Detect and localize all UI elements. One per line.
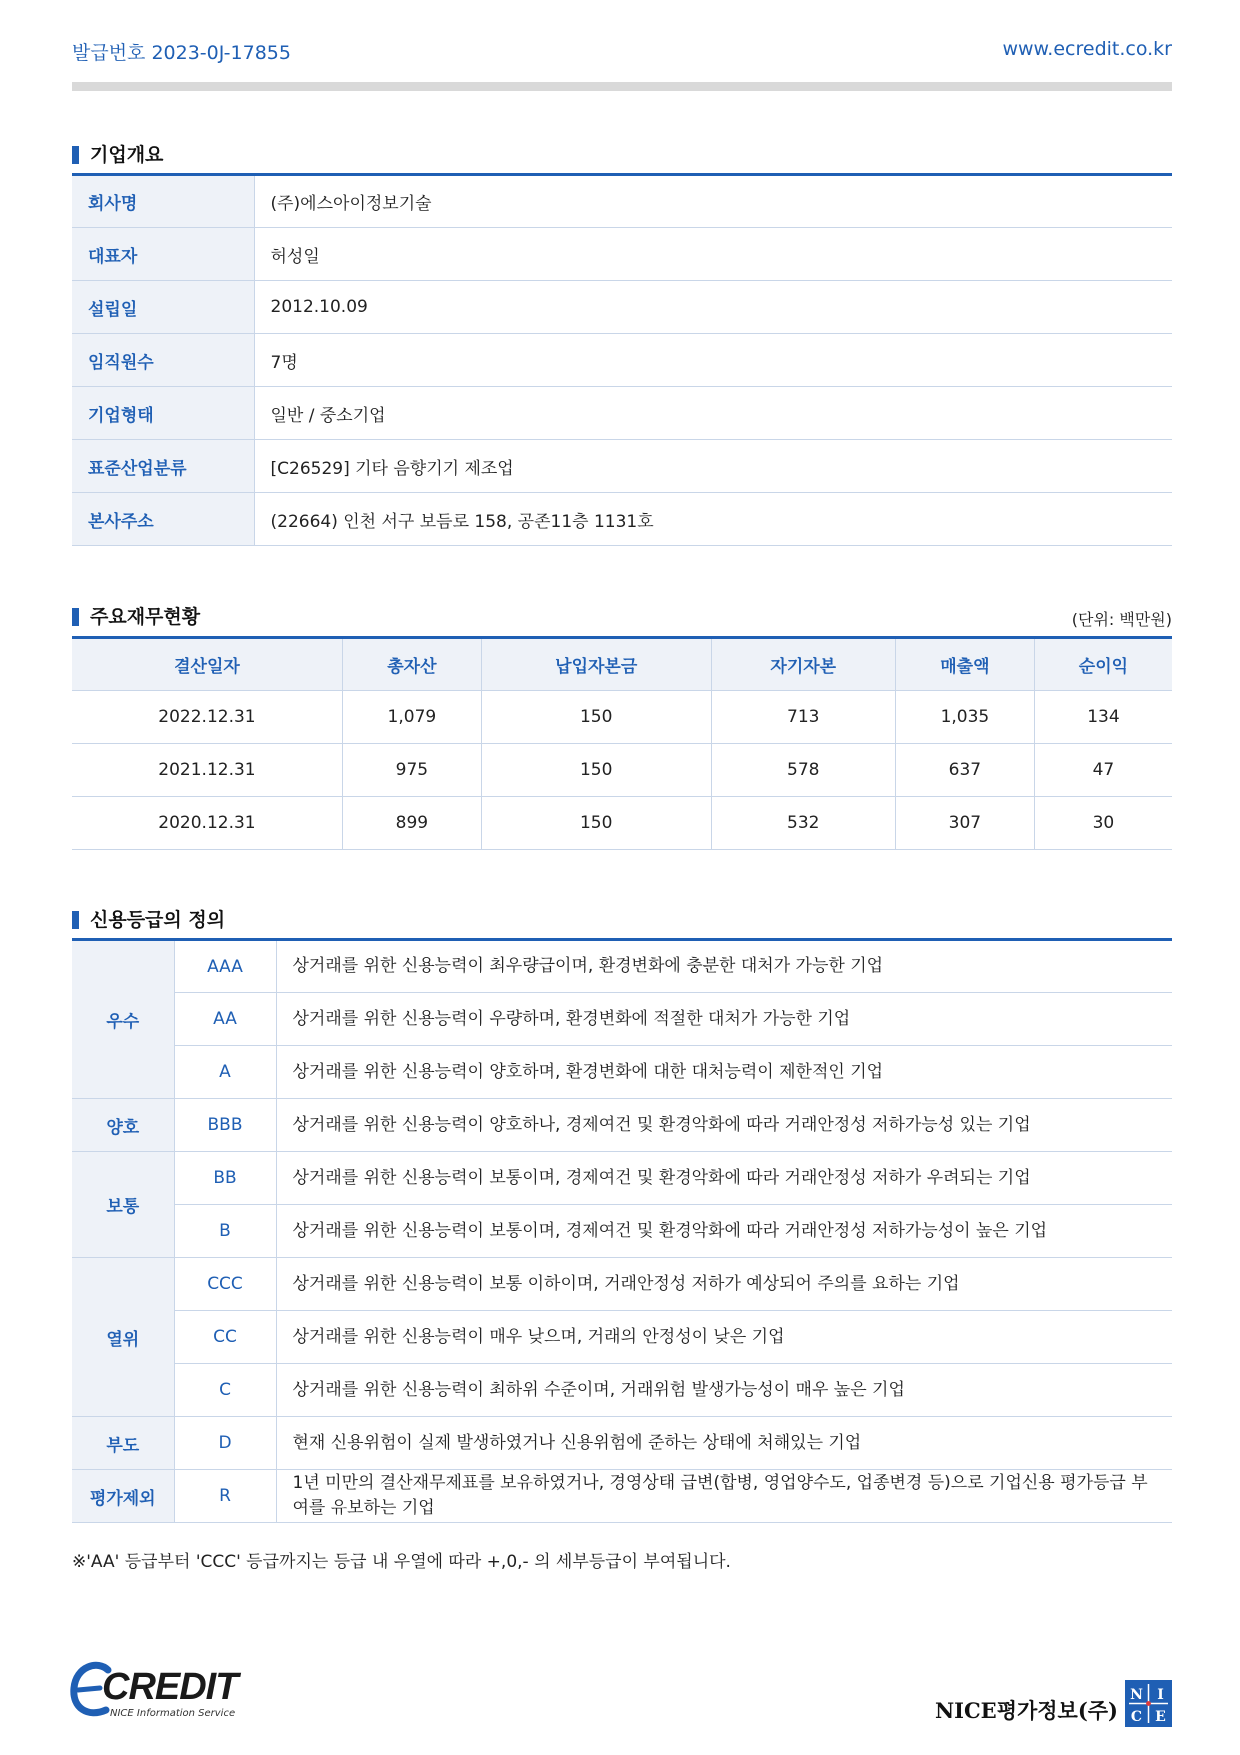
site-link[interactable]: www.ecredit.co.kr [1002,38,1172,60]
table-cell: 2021.12.31 [72,744,342,797]
grade-description: 상거래를 위한 신용능력이 최우량급이며, 환경변화에 충분한 대처가 가능한 기업 [276,940,1172,993]
overview-label: 설립일 [72,281,254,334]
grade-code: B [174,1205,276,1258]
overview-value: 2012.10.09 [254,281,1172,334]
grades-title: 신용등급의 정의 [72,908,225,932]
table-cell: 2020.12.31 [72,797,342,850]
table-cell: 975 [342,744,481,797]
table-row [72,334,1172,387]
ecredit-logo [70,1660,240,1726]
nice-logo [1125,1680,1172,1727]
table-row [72,1152,1172,1205]
overview-value: 일반 / 중소기업 [254,387,1172,440]
grade-description: 상거래를 위한 신용능력이 최하위 수준이며, 거래위험 발생가능성이 매우 높은 기업 [276,1364,1172,1417]
section-marker-icon [72,608,79,626]
table-header-row [72,638,1172,691]
overview-label: 회사명 [72,175,254,228]
table-row [72,940,1172,993]
grade-group: 보통 [72,1152,174,1258]
ecredit-wordmark: CREDIT [102,1666,238,1708]
table-row [72,1205,1172,1258]
overview-label: 기업형태 [72,387,254,440]
grade-description: 상거래를 위한 신용능력이 보통이며, 경제여건 및 환경악화에 따라 거래안정성 저하가능성이 높은 기업 [276,1205,1172,1258]
table-row [72,440,1172,493]
finance-unit: (단위: 백만원) [1071,610,1172,629]
table-row [72,387,1172,440]
section-marker-icon [72,911,79,929]
table-cell: 134 [1034,691,1172,744]
table-row [72,281,1172,334]
table-row [72,691,1172,744]
grade-code: A [174,1046,276,1099]
grade-code: BBB [174,1099,276,1152]
grade-code: BB [174,1152,276,1205]
table-row [72,1311,1172,1364]
overview-title: 기업개요 [72,143,163,167]
grade-description: 상거래를 위한 신용능력이 양호하며, 환경변화에 대한 대처능력이 제한적인 기업 [276,1046,1172,1099]
table-row [72,1046,1172,1099]
grade-group: 평가제외 [72,1470,174,1523]
table-cell: 1,079 [342,691,481,744]
grade-code: R [174,1470,276,1523]
finance-title: 주요재무현황 [72,605,200,629]
grade-description: 상거래를 위한 신용능력이 보통 이하이며, 거래안정성 저하가 예상되어 주의를 요하는 기업 [276,1258,1172,1311]
table-row [72,493,1172,546]
grade-code: AAA [174,940,276,993]
table-row [72,1258,1172,1311]
table-row [72,1417,1172,1470]
grade-description: 1년 미만의 결산재무제표를 보유하였거나, 경영상태 급변(합병, 영업양수도, 업종변경 등)으로 기업신용 평가등급 부여를 유보하는 기업 [276,1470,1172,1523]
column-header: 납입자본금 [481,638,711,691]
overview-label: 대표자 [72,228,254,281]
grade-group: 양호 [72,1099,174,1152]
grades-table [72,938,1172,1523]
column-header: 결산일자 [72,638,342,691]
issue-number: 발급번호 2023-0J-17855 [72,42,291,64]
header-divider [72,82,1172,91]
nice-letter-c: C [1130,1709,1143,1725]
table-row [72,1099,1172,1152]
grade-code: C [174,1364,276,1417]
grade-code: AA [174,993,276,1046]
grade-description: 상거래를 위한 신용능력이 우량하며, 환경변화에 적절한 대처가 가능한 기업 [276,993,1172,1046]
table-row [72,175,1172,228]
column-header: 매출액 [895,638,1034,691]
table-row [72,744,1172,797]
table-cell: 637 [895,744,1034,797]
table-row [72,1364,1172,1417]
table-row [72,1470,1172,1523]
table-cell: 532 [711,797,895,850]
page-header [72,38,1172,66]
table-cell: 150 [481,691,711,744]
grade-group: 우수 [72,940,174,1099]
grade-description: 현재 신용위험이 실제 발생하였거나 신용위험에 준하는 상태에 처해있는 기업 [276,1417,1172,1470]
table-cell: 578 [711,744,895,797]
table-row [72,228,1172,281]
table-cell: 47 [1034,744,1172,797]
grade-code: CC [174,1311,276,1364]
grade-group: 부도 [72,1417,174,1470]
section-marker-icon [72,146,79,164]
overview-value: (22664) 인천 서구 보듬로 158, 공존11층 1131호 [254,493,1172,546]
finance-table [72,636,1172,850]
overview-label: 임직원수 [72,334,254,387]
table-cell: 1,035 [895,691,1034,744]
table-cell: 150 [481,744,711,797]
column-header: 총자산 [342,638,481,691]
overview-label: 본사주소 [72,493,254,546]
table-cell: 2022.12.31 [72,691,342,744]
nice-letter-i: I [1157,1687,1164,1703]
grade-description: 상거래를 위한 신용능력이 매우 낮으며, 거래의 안정성이 낮은 기업 [276,1311,1172,1364]
overview-label: 표준산업분류 [72,440,254,493]
nice-company-name: NICE평가정보(주) [934,1698,1118,1723]
overview-table [72,173,1172,546]
table-cell: 307 [895,797,1034,850]
column-header: 자기자본 [711,638,895,691]
table-cell: 30 [1034,797,1172,850]
grade-group: 열위 [72,1258,174,1417]
nice-letter-n: N [1130,1687,1143,1703]
table-row [72,993,1172,1046]
table-cell: 713 [711,691,895,744]
overview-value: 7명 [254,334,1172,387]
grade-description: 상거래를 위한 신용능력이 보통이며, 경제여건 및 환경악화에 따라 거래안정성 저하가 우려되는 기업 [276,1152,1172,1205]
grades-note: ※'AA' 등급부터 'CCC' 등급까지는 등급 내 우열에 따라 +,0,- 의 세부등급이 부여됩니다. [72,1552,731,1572]
grade-code: CCC [174,1258,276,1311]
overview-value: [C26529] 기타 음향기기 제조업 [254,440,1172,493]
nice-logo-icon [1125,1680,1172,1727]
overview-value: (주)에스아이정보기술 [254,175,1172,228]
column-header: 순이익 [1034,638,1172,691]
nice-letter-e: E [1155,1709,1166,1725]
grade-code: D [174,1417,276,1470]
table-row [72,797,1172,850]
table-cell: 150 [481,797,711,850]
ecredit-subtitle: NICE Information Service [110,1708,236,1719]
table-cell: 899 [342,797,481,850]
overview-value: 허성일 [254,228,1172,281]
grade-description: 상거래를 위한 신용능력이 양호하나, 경제여건 및 환경악화에 따라 거래안정성 저하가능성 있는 기업 [276,1099,1172,1152]
